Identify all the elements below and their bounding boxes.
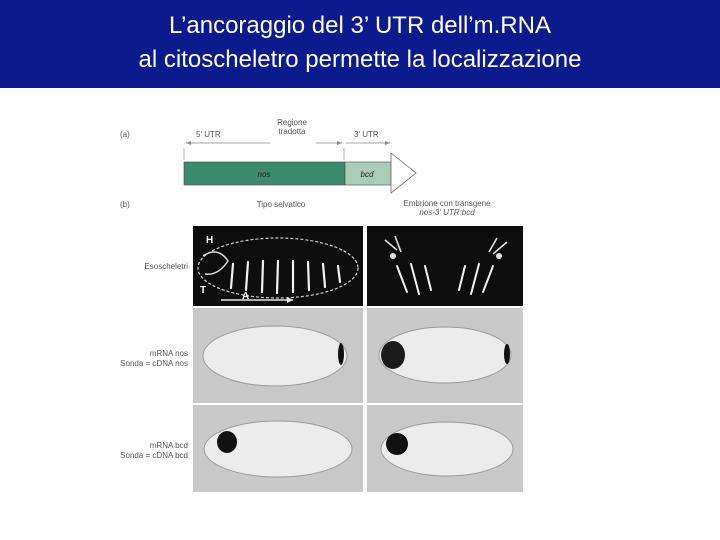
utr5-label: 5' UTR [196,130,221,139]
wild-type-nos-insitu-image [193,308,363,403]
posterior-stain [504,344,510,364]
cuticle-row-label: Esoscheletri [144,262,188,271]
row2-label-1: mRNA nos [149,349,188,358]
wild-type-cuticle-image [193,226,363,306]
anterior-stain [381,341,405,369]
embryo [203,326,347,386]
anterior-stain [386,433,408,455]
translated-region-label-1: Regione [277,118,307,127]
panel-b-letter: (b) [120,200,130,209]
bcd-segment-label: bcd [360,170,374,179]
wild-type-bcd-insitu-image [193,405,363,492]
transgene-label-2: nos-3' UTR:bcd [419,208,475,217]
utr5-arrow-head [186,141,191,145]
transgene-label-1: Embrione con transgene [403,199,491,208]
nos-segment-label: nos [257,170,271,179]
mirrored-denticle-bands [397,264,493,294]
row3-label-2: Sonda = cDNA bcd [120,451,188,460]
row2-label-2: Sonda = cDNA nos [120,359,188,368]
transgene-cuticle-image [367,226,523,306]
head-skeleton [203,252,228,274]
translated-region-label-2: tradotta [278,127,306,136]
construct-arrow-tip [391,153,416,193]
anterior-structures [385,236,507,254]
row3-label-1: mRNA bcd [149,441,188,450]
denticle-bands [231,261,340,293]
marker-T: T [200,285,207,296]
transgene-bcd-insitu-image [367,405,523,492]
slide-title-line-1: L’ancoraggio del 3’ UTR dell’m.RNA [169,12,551,39]
anterior-stain [217,431,237,453]
wild-type-label: Tipo selvatico [256,200,306,209]
utr3-arrow-head [385,141,390,145]
translated-arrow-head [337,141,342,145]
slide-title-line-2: al citoscheletro permette la localizzazione [138,46,582,73]
panel-a-letter: (a) [120,130,130,139]
marker-A: A [242,291,250,302]
utr3-label: 3' UTR [354,130,379,139]
slide-title-bar [0,0,720,88]
marker-H: H [206,235,214,246]
construct-diagram [178,136,418,196]
transgene-nos-insitu-image [367,308,523,403]
posterior-stain [338,343,344,365]
